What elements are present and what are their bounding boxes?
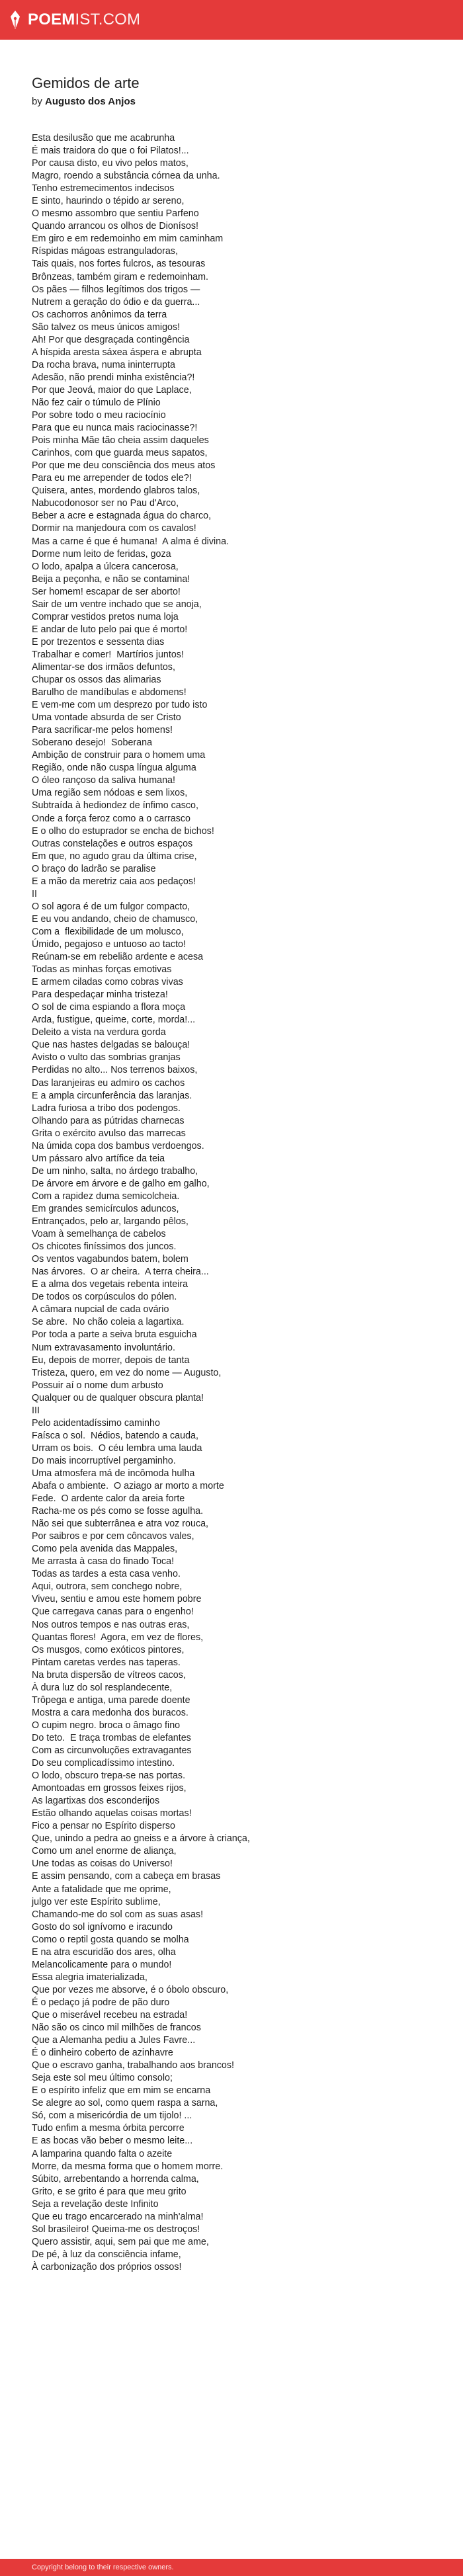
- poem-line: Alimentar-se dos irmãos defuntos,: [32, 661, 175, 673]
- poem-line: E o olho do estuprador se encha de bichos!: [32, 825, 214, 837]
- poem-line: Qualquer ou de qualquer obscura planta!: [32, 1392, 204, 1403]
- poem-line: Que eu trago encarcerado na minh'alma!: [32, 2211, 204, 2222]
- poem-line: Morre, da mesma forma que o homem morre.: [32, 2161, 224, 2172]
- poem-line: Não são os cinco mil milhões de francos: [32, 2022, 201, 2034]
- poem-line: Os musgos, como exóticos pintores,: [32, 1644, 185, 1655]
- poem-line: Uma atmosfera má de incômoda hulha: [32, 1468, 195, 1479]
- poem-line: Com a rapidez duma semicolcheia.: [32, 1190, 180, 1202]
- poem-line: Dormir na manjedoura com os cavalos!: [32, 523, 196, 534]
- poem-line: Os cachorros anônimos da terra: [32, 309, 167, 320]
- author-link[interactable]: Augusto dos Anjos: [45, 96, 136, 107]
- poem-line: Fico a pensar no Espírito disperso: [32, 1821, 175, 1832]
- poem-line: Das laranjeiras eu admiro os cachos: [32, 1077, 185, 1089]
- top-header-bar: [0, 0, 463, 40]
- poem-line: Por toda a parte a seiva bruta esguicha: [32, 1329, 197, 1341]
- poem-line: Dorme num leito de feridas, goza: [32, 548, 171, 560]
- poem-line: Trabalhar e comer! Martírios juntos!: [32, 649, 184, 660]
- poem-line: Esta desilusão que me acabrunha: [32, 133, 175, 144]
- poem-line: Sol brasileiro! Queima-me os destroços!: [32, 2223, 200, 2235]
- poem-line: Todas as minhas forças emotivas: [32, 964, 172, 976]
- poem-line: Ante a fatalidade que me oprime,: [32, 1884, 171, 1895]
- poem-line: II: [32, 888, 37, 899]
- poem-line: Que, unindo a pedra ao gneiss e a árvore à criança,: [32, 1833, 250, 1845]
- poem-line: E por trezentos e sessenta dias: [32, 636, 165, 647]
- poem-line: À dura luz do sol resplandecente,: [32, 1682, 173, 1693]
- poem-line: O braço do ladrão se paralise: [32, 863, 156, 874]
- poem-line: Comprar vestidos pretos numa loja: [32, 611, 179, 622]
- poem-line: Na bruta dispersão de vítreos cacos,: [32, 1669, 186, 1681]
- poem-line: Não fez cair o túmulo de Plínio: [32, 397, 161, 408]
- poem-line: E a alma dos vegetais rebenta inteira: [32, 1279, 189, 1290]
- site-logo-text: [28, 11, 140, 29]
- poem-line: Mostra a cara medonha dos buracos.: [32, 1707, 189, 1718]
- logo-light-part: IST.COM: [75, 11, 141, 28]
- poem-line: As lagartixas dos esconderijos: [32, 1796, 160, 1807]
- poem-line: Chamando-me do sol com as suas asas!: [32, 1909, 204, 1920]
- poem-line: Trôpega e antiga, uma parede doente: [32, 1694, 190, 1706]
- poem-line: Grito, e se grito é para que meu grito: [32, 2186, 187, 2197]
- poem-line: Quantas flores! Agora, em vez de flores,: [32, 1632, 204, 1643]
- poem-line: Pelo acidentadíssimo caminho: [32, 1417, 160, 1429]
- poem-line: Amontoadas em grossos feixes rijos,: [32, 1783, 187, 1794]
- poem-line: Aqui, outrora, sem conchego nobre,: [32, 1581, 183, 1593]
- poem-line: O óleo rançoso da saliva humana!: [32, 775, 175, 786]
- poem-line: Pois minha Mãe tão cheia assim daqueles: [32, 435, 209, 446]
- poem-line: De todos os corpúsculos do pólen.: [32, 1292, 177, 1303]
- poem-line: Olhando para as pútridas charnecas: [32, 1115, 185, 1126]
- poem-line: Quero assistir, aqui, sem pai que me ame,: [32, 2236, 209, 2247]
- poem-line: A câmara nupcial de cada ovário: [32, 1304, 169, 1315]
- poem-line: Que o escravo ganha, trabalhando aos brancos!: [32, 2060, 235, 2071]
- poem-line: Uma região sem nódoas e sem lixos,: [32, 788, 188, 799]
- pen-nib-icon: [9, 10, 21, 30]
- poem-line: Que o miserável recebeu na estrada!: [32, 2009, 188, 2020]
- poem-line: Tais quais, nos fortes fulcros, as tesouras: [32, 259, 206, 270]
- poem-line: Os chicotes finíssimos dos juncos.: [32, 1241, 177, 1253]
- poem-line: E sinto, haurindo o tépido ar sereno,: [32, 196, 185, 207]
- poem-line: E na atra escuridão dos ares, olha: [32, 1946, 176, 1958]
- poem-line: Se abre. No chão coleia a lagartixa.: [32, 1317, 185, 1328]
- poem-line: A lamparina quando falta o azeite: [32, 2148, 173, 2159]
- poem-line: O mesmo assombro que sentiu Parfeno: [32, 208, 199, 220]
- poem-line: Ambição de construir para o homem uma: [32, 750, 206, 761]
- poem-line: Racha-me os pés como se fosse agulha.: [32, 1506, 204, 1517]
- poem-line: São talvez os meus únicos amigos!: [32, 321, 181, 333]
- poem-line: Para despedaçar minha tristeza!: [32, 989, 168, 1001]
- poem-line: Para eu me arrepender de todos ele?!: [32, 473, 192, 484]
- poem-line: Quando arrancou os olhos de Dionísos!: [32, 221, 198, 232]
- poem-line: De um ninho, salta, no árdego trabalho,: [32, 1165, 198, 1177]
- poem-line: Do mais incorruptível pergaminho.: [32, 1455, 176, 1466]
- poem-line: Ríspidas mágoas estranguladoras,: [32, 246, 178, 257]
- poem-line: Os pães — filhos legítimos dos trigos —: [32, 284, 200, 295]
- poem-byline: [32, 95, 431, 108]
- poem-line: julgo ver este Espírito sublime,: [32, 1896, 161, 1907]
- poem-line: Subtraída à hediondez de ínfimo casco,: [32, 800, 198, 811]
- poem-line: Seja a revelação deste Infinito: [32, 2198, 159, 2210]
- poem-line: Estão olhando aquelas coisas mortas!: [32, 1808, 192, 1819]
- poem-line: Com as circunvoluções extravagantes: [32, 1745, 192, 1756]
- poem-line: Sair de um ventre inchado que se anoja,: [32, 599, 202, 610]
- poem-line: Viveu, sentiu e amou este homem pobre: [32, 1594, 202, 1605]
- poem-line: Na úmida copa dos bambus verdoengos.: [32, 1140, 204, 1151]
- poem-line: Um pássaro alvo artífice da teia: [32, 1153, 165, 1164]
- poem-line: Essa alegria imaterializada,: [32, 1972, 147, 1983]
- poem-line: E as bocas vão beber o mesmo leite...: [32, 2136, 193, 2147]
- poem-line: Se alegre ao sol, como quem raspa a sarna,: [32, 2098, 218, 2109]
- poem-line: Ser homem! escapar de ser aborto!: [32, 586, 181, 597]
- poem-line: De árvore em árvore e de galho em galho,: [32, 1178, 210, 1189]
- poem-line: Do seu complicadíssimo intestino.: [32, 1758, 175, 1769]
- poem-line: Carinhos, com que guarda meus sapatos,: [32, 448, 208, 459]
- byline-prefix: by: [32, 96, 42, 107]
- poem-line: Súbito, arrebentando a horrenda calma,: [32, 2173, 199, 2184]
- poem-line: Me arrasta à casa do finado Toca!: [32, 1556, 175, 1567]
- poem-line: Gosto do sol ignívomo e iracundo: [32, 1921, 173, 1932]
- poem-line: Barulho de mandíbulas e abdomens!: [32, 687, 187, 698]
- poem-line: Que carregava canas para o engenho!: [32, 1606, 194, 1618]
- poem-line: Une todas as coisas do Universo!: [32, 1858, 173, 1870]
- poem-line: Tudo enfim a mesma órbita percorre: [32, 2123, 185, 2134]
- copyright-text: Copyright belong to their respective owners.: [32, 2563, 174, 2571]
- poem-line: Abafa o ambiente. O aziago ar morto a morte: [32, 1481, 224, 1492]
- poem-body: [32, 132, 431, 2274]
- poem-line: Para que eu nunca mais raciocinasse?!: [32, 423, 198, 434]
- poem-line: E a ampla circunferência das laranjas.: [32, 1090, 192, 1101]
- poem-line: Magro, roendo a substância córnea da unha.: [32, 171, 220, 182]
- poem-line: Deleito a vista na verdura gorda: [32, 1027, 166, 1038]
- poem-line: Brônzeas, também giram e redemoinham.: [32, 271, 208, 282]
- poem-line: E armem ciladas como cobras vivas: [32, 977, 183, 988]
- poem-line: Como o reptil gosta quando se molha: [32, 1934, 189, 1945]
- poem-line: Não sei que subterrânea e atra voz rouca,: [32, 1518, 209, 1530]
- poem-line: Uma vontade absurda de ser Cristo: [32, 712, 181, 724]
- poem-line: Todas as tardes a esta casa venho.: [32, 1569, 181, 1580]
- poem-line: Urram os bois. O céu lembra uma lauda: [32, 1442, 202, 1454]
- poem-line: Por que me deu consciência dos meus atos: [32, 460, 216, 472]
- poem-line: Outras constelações e outros espaços: [32, 838, 193, 849]
- poem-line: Beija a peçonha, e não se contamina!: [32, 573, 190, 585]
- poem-line: Os ventos vagabundos batem, bolem: [32, 1254, 189, 1265]
- poem-line: E andar de luto pelo pai que é morto!: [32, 624, 188, 635]
- poem-line: III: [32, 1405, 40, 1416]
- poem-line: É o dinheiro coberto de azinhavre: [32, 2048, 173, 2059]
- poem-line: Úmido, pegajoso e untuoso ao tacto!: [32, 939, 186, 950]
- poem-line: Faísca o sol. Nédios, batendo a cauda,: [32, 1430, 198, 1441]
- poem-line: Que a Alemanha pediu a Jules Favre...: [32, 2035, 196, 2046]
- poem-line: Quisera, antes, mordendo glabros talos,: [32, 485, 200, 497]
- poem-line: Avisto o vulto das sombrias granjas: [32, 1052, 181, 1063]
- poem-line: Ah! Por que desgraçada contingência: [32, 334, 190, 345]
- poem-line: É o pedaço já podre de pão duro: [32, 1997, 170, 2008]
- poem-line: E eu vou andando, cheio de chamusco,: [32, 913, 198, 925]
- poem-line: Eu, depois de morrer, depois de tanta: [32, 1354, 190, 1366]
- poem-line: Reúnam-se em rebelião ardente e acesa: [32, 952, 204, 963]
- poem-line: O sol de cima espiando a flora moça: [32, 1002, 186, 1013]
- poem-line: Da rocha brava, numa ininterrupta: [32, 359, 175, 370]
- poem-line: O lodo, apalpa a úlcera cancerosa,: [32, 561, 179, 572]
- poem-line: Pintam caretas verdes nas taperas.: [32, 1657, 181, 1668]
- poem-line: Possuir aí o nome dum arbusto: [32, 1380, 163, 1391]
- poem-line: Em grandes semicírculos aduncos,: [32, 1203, 179, 1214]
- poem-line: E vem-me com um desprezo por tudo isto: [32, 700, 208, 711]
- poem-line: Adesão, não prendi minha existência?!: [32, 372, 195, 383]
- site-logo-link[interactable]: [9, 10, 140, 30]
- poem-line: Soberano desejo! Soberana: [32, 737, 153, 749]
- poem-line: Num extravasamento involuntário.: [32, 1342, 175, 1353]
- poem-line: Onde a força feroz como a o carrasco: [32, 813, 190, 824]
- poem-line: Com a flexibilidade de um molusco,: [32, 926, 184, 937]
- poem-line: Por causa disto, eu vivo pelos matos,: [32, 158, 189, 169]
- poem-line: Que por vezes me absorve, é o óbolo obscuro,: [32, 1984, 229, 1995]
- poem-line: Em giro e em redemoinho em mim caminham: [32, 233, 224, 245]
- poem-line: A híspida aresta sáxea áspera e abrupta: [32, 347, 202, 358]
- poem-line: Tenho estremecimentos indecisos: [32, 183, 175, 194]
- poem-line: Em que, no agudo grau da última crise,: [32, 851, 197, 862]
- poem-line: Só, com a misericórdia de um tijolo! ...: [32, 2110, 192, 2122]
- poem-content: [32, 74, 431, 2274]
- poem-line: Nutrem a geração do ódio e da guerra...: [32, 296, 200, 308]
- poem-line: Beber a acre e estagnada água do charco,: [32, 511, 212, 522]
- poem-line: À carbonização dos próprios ossos!: [32, 2261, 182, 2272]
- poem-line: Mas a carne é que é humana! A alma é divina.: [32, 536, 230, 547]
- poem-line: Por sobre todo o meu raciocínio: [32, 410, 166, 421]
- poem-line: Nabucodonosor ser no Pau d'Arco,: [32, 498, 179, 509]
- poem-line: De pé, à luz da consciência infame,: [32, 2249, 181, 2260]
- poem-line: Seja este sol meu último consolo;: [32, 2073, 173, 2084]
- poem-line: Por que Jeová, maior do que Laplace,: [32, 384, 192, 395]
- poem-line: E assim pensando, com a cabeça em brasas: [32, 1871, 221, 1882]
- poem-title: Gemidos de arte: [32, 75, 140, 91]
- poem-line: Como um anel enorme de aliança,: [32, 1846, 177, 1857]
- poem-line: Nos outros tempos e nas outras eras,: [32, 1619, 190, 1630]
- logo-bold-part: POEM: [28, 11, 75, 28]
- poem-line: Melancolicamente para o mundo!: [32, 1959, 172, 1970]
- poem-line: E o espírito infeliz que em mim se encarna: [32, 2085, 211, 2097]
- poem-line: Voam à semelhança de cabelos: [32, 1229, 166, 1240]
- poem-line: O sol agora é de um fulgor compacto,: [32, 901, 190, 912]
- poem-line: Perdidas no alto... Nos terrenos baixos,: [32, 1065, 198, 1076]
- footer-bar: [0, 2559, 463, 2576]
- poem-line: Ladra furiosa a tribo dos podengos.: [32, 1102, 181, 1114]
- poem-line: Do teto. E traça trombas de elefantes: [32, 1732, 191, 1743]
- poem-line: É mais traidora do que o foi Pilatos!...: [32, 145, 189, 157]
- poem-line: Região, onde não cuspa língua alguma: [32, 763, 196, 774]
- poem-line: O cupim negro. broca o âmago fino: [32, 1720, 181, 1731]
- poem-line: O lodo, obscuro trepa-se nas portas.: [32, 1770, 186, 1782]
- poem-line: Fede. O ardente calor da areia forte: [32, 1493, 185, 1505]
- poem-line: Arda, fustigue, queime, corte, morda!...: [32, 1015, 196, 1026]
- poem-line: Nas árvores. O ar cheira. A terra cheira...: [32, 1267, 209, 1278]
- poem-line: Entrançados, pelo ar, largando pêlos,: [32, 1216, 189, 1227]
- poem-line: E a mão da meretriz caia aos pedaços!: [32, 876, 196, 887]
- poem-line: Como pela avenida das Mappales,: [32, 1544, 178, 1555]
- poem-line: Tristeza, quero, em vez do nome — Augusto,: [32, 1367, 222, 1378]
- poem-line: Que nas hastes delgadas se balouça!: [32, 1040, 190, 1051]
- poem-line: Grita o exército avulso das marrecas: [32, 1128, 186, 1139]
- poem-line: Para sacrificar-me pelos homens!: [32, 725, 173, 736]
- poem-line: Chupar os ossos das alimarias: [32, 675, 161, 686]
- poem-line: Por saibros e por cem côncavos vales,: [32, 1531, 194, 1542]
